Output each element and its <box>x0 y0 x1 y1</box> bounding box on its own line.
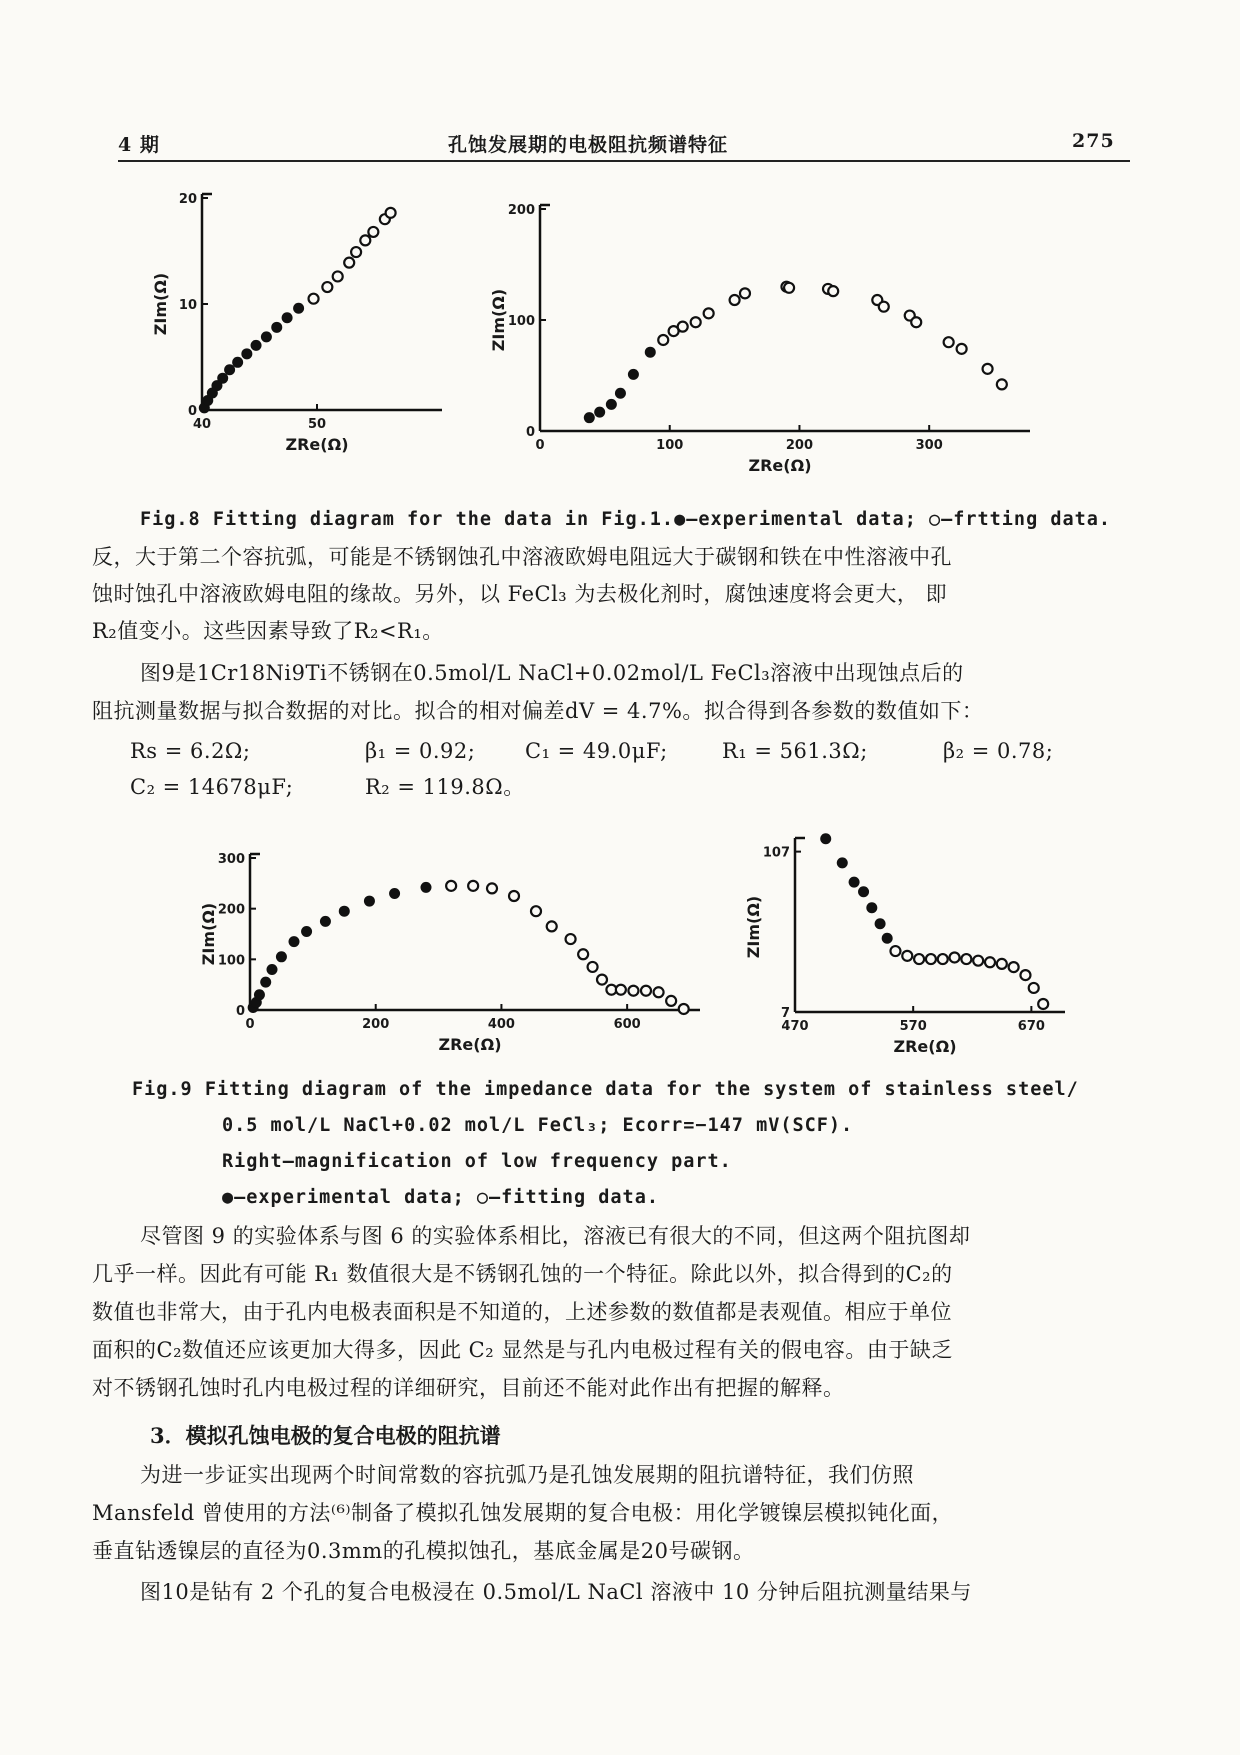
fig9-caption-line2: 0.5 mol/L NaCl+0.02 mol/L FeCl₃; Ecorr=−147 mV(SCF). <box>222 1115 854 1136</box>
fig9-left-point-open-15 <box>666 996 676 1006</box>
fig8-right-point-open-8 <box>784 283 794 293</box>
fig8-right-point-open-3 <box>691 317 701 327</box>
fig8-left-x-label: ZRe(Ω) <box>285 435 349 454</box>
section3-heading: 3．模拟孔蚀电极的复合电极的阻抗谱 <box>150 1423 501 1448</box>
fig9-left-point-open-5 <box>547 921 557 931</box>
para1-line2: 蚀时蚀孔中溶液欧姆电阻的缘故。另外，以 FeCl₃ 为去极化剂时，腐蚀速度将会更大， 即 <box>92 582 948 606</box>
fig9-left-point-open-0 <box>446 881 456 891</box>
fig8-right-point-open-5 <box>730 295 740 305</box>
fig8-left-y-label: ZIm(Ω) <box>151 272 170 336</box>
fig9-right-point-open-11 <box>1020 970 1030 980</box>
fig9-left-y-tick-label-1: 100 <box>217 953 245 969</box>
fig8-right-y-tick-label-0: 0 <box>525 425 535 440</box>
param-beta2: β₂ = 0.78; <box>943 739 1054 763</box>
fig8-right-point-filled-1 <box>594 407 605 418</box>
fig8-left-y-tick-label-1: 10 <box>178 298 197 313</box>
fig9-right-point-open-0 <box>890 946 900 956</box>
fig9-left-point-open-14 <box>654 987 664 997</box>
fig8-right-chart <box>460 185 1110 505</box>
fig9-left-point-filled-11 <box>389 888 400 899</box>
para4-line1: 为进一步证实出现两个时间常数的容抗弧乃是孔蚀发展期的阻抗谱特征，我们仿照 <box>140 1463 914 1487</box>
fig9-right-point-open-6 <box>961 954 971 964</box>
fig9-left-point-filled-7 <box>301 926 312 937</box>
fig8-caption: Fig.8 Fitting diagram for the data in Fig.1.●—experimental data; ○—frtting data. <box>140 509 1112 530</box>
fig8-right-point-open-14 <box>911 317 921 327</box>
fig8-left-point-open-1 <box>322 282 332 292</box>
fig9-left-point-open-11 <box>616 985 626 995</box>
fig8-right-point-open-12 <box>879 302 889 312</box>
fig9-right-y-tick-label-0: 7 <box>780 1006 790 1021</box>
fig9-right-point-filled-4 <box>866 902 877 913</box>
fig9-left-x-tick-label-0: 0 <box>245 1017 255 1032</box>
fig9-left-point-filled-4 <box>267 964 278 975</box>
fig8-right-point-open-10 <box>828 286 838 296</box>
fig9-left-point-filled-2 <box>254 989 265 1000</box>
param-c2: C₂ = 14678μF; <box>130 775 294 799</box>
fig9-right-x-tick-label-2: 670 <box>1017 1019 1045 1034</box>
fig9-right-point-filled-1 <box>837 857 848 868</box>
fig8-left-y-tick-label-0: 0 <box>187 404 197 419</box>
fig9-left-chart <box>199 840 725 1054</box>
fig9-right-x-label: ZRe(Ω) <box>893 1037 957 1056</box>
fig9-left-point-open-1 <box>468 881 478 891</box>
fig8-left-point-filled-10 <box>271 322 282 333</box>
fig9-left-point-open-3 <box>509 891 519 901</box>
fig8-right-point-open-17 <box>983 364 993 374</box>
para4-line4: 图10是钻有 2 个孔的复合电极浸在 0.5mol/L NaCl 溶液中 10 分钟后阻抗测量结果与 <box>140 1580 972 1604</box>
fig9-left-point-open-16 <box>679 1004 689 1014</box>
fig8-left-point-filled-9 <box>261 331 272 342</box>
fig8-right-x-tick-label-0: 0 <box>535 438 545 453</box>
fig9-caption-line4: ●—experimental data; ○—fitting data. <box>222 1187 659 1208</box>
fig8-right-point-open-0 <box>658 335 668 345</box>
fig8-right-point-open-4 <box>704 308 714 318</box>
fig9-right-point-filled-0 <box>820 833 831 844</box>
fig8-left-point-filled-7 <box>241 348 252 359</box>
fig8-right-point-open-6 <box>740 288 750 298</box>
fig8-left-point-open-2 <box>333 271 343 281</box>
fig9-left-point-open-4 <box>531 906 541 916</box>
fig8-left-chart <box>140 180 460 480</box>
fig9-left-y-tick-label-3: 300 <box>217 852 245 867</box>
fig8-right-point-open-15 <box>944 337 954 347</box>
fig9-right-point-filled-2 <box>849 877 860 888</box>
fig9-left-point-open-12 <box>628 986 638 996</box>
fig9-right-point-open-13 <box>1038 999 1048 1009</box>
fig9-left-point-filled-10 <box>364 896 375 907</box>
fig9-left-point-filled-6 <box>289 936 300 947</box>
para4-line2: Mansfeld 曾使用的方法⁽⁶⁾制备了模拟孔蚀发展期的复合电极：用化学镀镍层模拟钝化面， <box>92 1501 954 1525</box>
param-r1: R₁ = 561.3Ω; <box>722 739 868 763</box>
fig8-right-y-label: ZIm(Ω) <box>489 288 508 352</box>
header-rule <box>118 160 1130 162</box>
fig8-right-point-open-16 <box>957 344 967 354</box>
fig8-left-point-open-3 <box>344 258 354 268</box>
fig8-left-point-filled-8 <box>251 340 262 351</box>
fig9-right-point-filled-3 <box>858 886 869 897</box>
fig8-right-x-tick-label-3: 300 <box>915 438 943 453</box>
fig9-right-chart <box>740 820 1080 1056</box>
fig9-right-point-open-2 <box>914 954 924 964</box>
fig9-right-point-open-3 <box>926 954 936 964</box>
fig8-left-point-open-8 <box>386 208 396 218</box>
fig9-left-point-open-13 <box>641 986 651 996</box>
fig9-left-point-open-9 <box>597 975 607 985</box>
fig9-left-x-tick-label-3: 600 <box>613 1017 641 1032</box>
param-c1: C₁ = 49.0μF; <box>525 739 668 763</box>
fig8-right-y-tick-label-1: 100 <box>507 314 535 329</box>
fig9-left-point-open-2 <box>487 883 497 893</box>
para3-line5: 对不锈钢孔蚀时孔内电极过程的详细研究，目前还不能对此作出有把握的解释。 <box>92 1376 845 1400</box>
running-title: 孔蚀发展期的电极阻抗频谱特征 <box>448 134 729 156</box>
fig9-left-point-filled-3 <box>260 977 271 988</box>
fig8-right-point-filled-5 <box>645 347 656 358</box>
param-rs: Rs = 6.2Ω; <box>130 739 251 763</box>
fig9-right-point-open-9 <box>997 959 1007 969</box>
param-beta1: β₁ = 0.92; <box>365 739 476 763</box>
fig9-right-x-tick-label-1: 570 <box>899 1019 927 1034</box>
fig8-right-y-tick-label-2: 200 <box>507 203 535 218</box>
fig8-left-point-filled-5 <box>224 364 235 375</box>
fig9-left-point-filled-5 <box>276 951 287 962</box>
fig8-right-x-tick-label-2: 200 <box>785 438 814 453</box>
fig8-left-point-open-4 <box>351 247 361 257</box>
fig9-left-point-open-8 <box>588 962 598 972</box>
fig8-left-x-tick-label-0: 40 <box>192 417 212 432</box>
para3-line1: 尽管图 9 的实验体系与图 6 的实验体系相比，溶液已有很大的不同，但这两个阻抗图却 <box>140 1224 971 1248</box>
fig8-right-point-filled-4 <box>628 369 639 380</box>
fig9-left-x-label: ZRe(Ω) <box>438 1035 502 1054</box>
fig8-right-x-label: ZRe(Ω) <box>748 456 812 475</box>
para3-line2: 几乎一样。因此有可能 R₁ 数值很大是不锈钢孔蚀的一个特征。除此以外，拟合得到的C₂的 <box>92 1262 953 1286</box>
fig8-left-y-tick-label-2: 20 <box>178 192 197 207</box>
fig9-right-point-open-8 <box>985 957 995 967</box>
fig8-right-point-filled-3 <box>615 388 626 399</box>
fig9-left-y-tick-label-2: 200 <box>217 902 245 918</box>
fig9-left-point-filled-9 <box>339 906 350 917</box>
fig9-right-point-filled-6 <box>882 933 893 944</box>
fig9-left-y-label: ZIm(Ω) <box>199 902 218 966</box>
fig9-right-point-open-1 <box>902 951 912 961</box>
fig9-caption-line3: Right—magnification of low frequency part. <box>222 1151 732 1172</box>
fig8-left-point-filled-12 <box>293 303 304 314</box>
fig8-right-point-open-18 <box>997 379 1007 389</box>
fig9-right-point-open-7 <box>973 956 983 966</box>
fig9-caption-line1: Fig.9 Fitting diagram of the impedance data for the system of stainless steel/ <box>132 1079 1079 1100</box>
fig8-left-point-open-5 <box>360 235 370 245</box>
para2-line1: 图9是1Cr18Ni9Ti不锈钢在0.5mol/L NaCl+0.02mol/L FeCl₃溶液中出现蚀点后的 <box>140 661 964 685</box>
fig9-right-y-label: ZIm(Ω) <box>744 895 763 959</box>
fig9-left-x-tick-label-2: 400 <box>487 1017 515 1032</box>
fig8-left-point-open-6 <box>368 227 378 237</box>
fig9-left-point-filled-12 <box>421 882 432 893</box>
para3-line4: 面积的C₂数值还应该更加大得多，因此 C₂ 显然是与孔内电极过程有关的假电容。由于缺乏 <box>92 1338 953 1362</box>
fig8-left-point-filled-4 <box>217 373 228 384</box>
fig9-right-y-tick-label-1: 107 <box>762 845 790 861</box>
issue-number: 4 期 <box>118 134 160 156</box>
fig9-left-y-tick-label-0: 0 <box>235 1004 245 1019</box>
fig8-left-point-filled-11 <box>282 312 293 323</box>
fig9-left-point-open-7 <box>578 949 588 959</box>
fig9-left-x-tick-label-1: 200 <box>362 1017 390 1032</box>
fig9-left-point-filled-8 <box>320 916 331 927</box>
fig9-right-point-open-12 <box>1029 983 1039 993</box>
fig8-left-point-filled-6 <box>232 357 243 368</box>
para2-line2: 阻抗测量数据与拟合数据的对比。拟合的相对偏差dV = 4.7%。拟合得到各参数的数值如下： <box>92 699 984 723</box>
fig9-right-point-open-10 <box>1009 962 1019 972</box>
para1-line3: R₂值变小。这些因素导致了R₂<R₁。 <box>92 619 444 643</box>
fig8-right-point-open-2 <box>678 322 688 332</box>
param-r2: R₂ = 119.8Ω。 <box>365 775 525 799</box>
fig8-right-point-filled-2 <box>606 399 617 410</box>
fig9-right-x-tick-label-0: 470 <box>781 1019 809 1034</box>
fig8-left-x-tick-label-1: 50 <box>307 417 327 432</box>
fig8-right-point-filled-0 <box>584 412 595 423</box>
fig8-left-point-open-0 <box>309 294 319 304</box>
fig9-left-point-open-6 <box>566 934 576 944</box>
para4-line3: 垂直钻透镍层的直径为0.3mm的孔模拟蚀孔，基底金属是20号碳钢。 <box>92 1539 755 1563</box>
fig9-right-point-open-4 <box>938 954 948 964</box>
page-number: 275 <box>1072 130 1115 152</box>
para3-line3: 数值也非常大，由于孔内电极表面积是不知道的，上述参数的数值都是表观值。相应于单位 <box>92 1300 952 1324</box>
fig9-right-point-open-5 <box>950 952 960 962</box>
fig8-right-x-tick-label-1: 100 <box>656 438 684 453</box>
para1-line1: 反，大于第二个容抗弧，可能是不锈钢蚀孔中溶液欧姆电阻远大于碳钢和铁在中性溶液中孔 <box>92 545 952 569</box>
fig9-right-point-filled-5 <box>875 918 886 929</box>
